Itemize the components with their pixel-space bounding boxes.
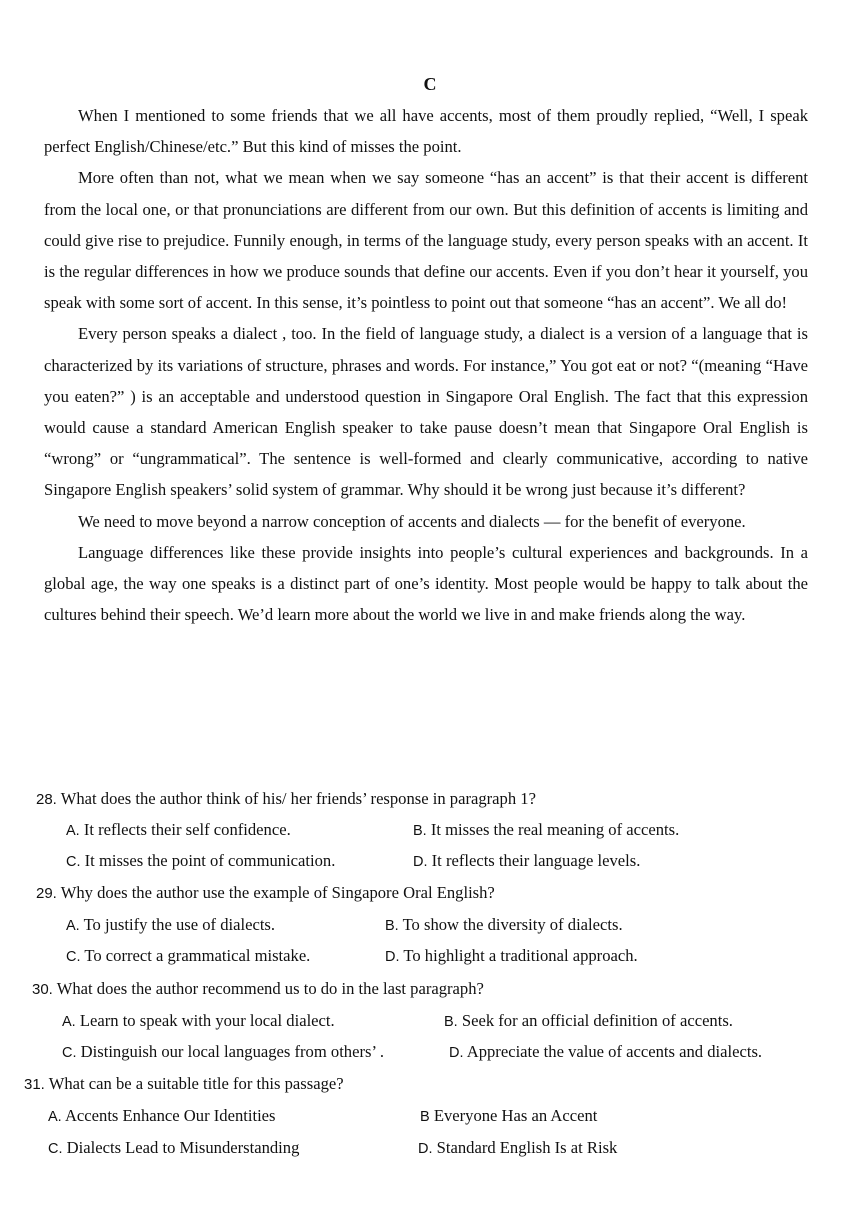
question-text: What does the author recommend us to do in the last paragraph?	[56, 979, 484, 998]
option-text: It reflects their self confidence.	[83, 820, 291, 839]
option-letter: A.	[62, 1014, 76, 1030]
option-letter: D.	[413, 854, 428, 870]
option-text: Seek for an official definition of accents.	[461, 1011, 733, 1030]
reading-passage	[44, 100, 808, 630]
option-text: To correct a grammatical mistake.	[84, 946, 311, 965]
option-letter: A.	[66, 918, 80, 934]
option-28-c[interactable]	[66, 851, 335, 871]
question-text: What does the author think of his/ her friends’ response in paragraph 1?	[60, 789, 536, 808]
option-30-c[interactable]	[62, 1042, 384, 1062]
option-28-b[interactable]	[413, 820, 679, 840]
option-31-b[interactable]	[420, 1106, 597, 1126]
paragraph-3: Every person speaks a dialect , too. In the field of language study, a dialect is a version of a language that is characterized by its variations of structure, phrases and words. For instance,” You got eat or not? “(meaning “Have you eaten?” ) is an acceptable and understood question in Singapore Oral English. The fact that this expression would cause a standard American English speaker to take pause doesn’t mean that Singapore Oral English is “wrong” or “ungrammatical”. The sentence is well-formed and clearly communicative, according to native Singapore English speakers’ solid system of grammar. Why should it be wrong just because it’s different?	[44, 324, 808, 500]
option-30-a[interactable]	[62, 1011, 335, 1031]
option-text: To highlight a traditional approach.	[403, 946, 638, 965]
option-text: It misses the real meaning of accents.	[430, 820, 680, 839]
question-text: Why does the author use the example of Singapore Oral English?	[60, 883, 495, 902]
question-number: 28.	[36, 791, 57, 808]
option-31-a[interactable]	[48, 1106, 276, 1126]
option-text: It reflects their language levels.	[431, 851, 641, 870]
option-letter: C.	[48, 1141, 63, 1157]
option-text: Everyone Has an Accent	[433, 1106, 598, 1125]
option-letter: A.	[66, 823, 80, 839]
option-30-d[interactable]	[449, 1042, 762, 1062]
option-letter: B.	[413, 823, 427, 839]
option-letter: B	[420, 1109, 430, 1125]
option-text: Accents Enhance Our Identities	[64, 1106, 276, 1125]
option-letter: B.	[385, 918, 399, 934]
option-letter: B.	[444, 1014, 458, 1030]
option-29-d[interactable]	[385, 946, 638, 966]
option-31-d[interactable]	[418, 1138, 617, 1158]
paragraph-2: More often than not, what we mean when we say someone “has an accent” is that their accent is different from the local one, or that pronunciations are different from our own. But this definition of accents is limiting and could give rise to prejudice. Funnily enough, in terms of the language study, every person speaks with an accent. It is the regular differences in how we produce sounds that define our accents. Even if you don’t hear it yourself, you speak with some sort of accent. In this sense, it’s pointless to point out that someone “has an accent”. We all do!	[44, 168, 808, 313]
option-text: To justify the use of dialects.	[83, 915, 276, 934]
paragraph-5: Language differences like these provide insights into people’s cultural experiences and backgrounds. In a global age, the way one speaks is a distinct part of one’s identity. Most people would be happy to talk about the cultures behind their speech. We’d learn more about the world we live in and make friends along the way.	[44, 542, 808, 625]
option-text: Appreciate the value of accents and dialects.	[466, 1042, 763, 1061]
option-30-b[interactable]	[444, 1011, 733, 1031]
option-text: Standard English Is at Risk	[436, 1138, 618, 1157]
option-letter: A.	[48, 1109, 62, 1125]
option-29-a[interactable]	[66, 915, 275, 935]
option-text: Learn to speak with your local dialect.	[79, 1011, 335, 1030]
option-text: Dialects Lead to Misunderstanding	[66, 1138, 300, 1157]
option-letter: C.	[66, 854, 81, 870]
option-28-d[interactable]	[413, 851, 640, 871]
question-number: 29.	[36, 885, 57, 902]
question-number: 30.	[32, 981, 53, 998]
question-28	[36, 789, 536, 809]
option-letter: D.	[418, 1141, 433, 1157]
option-29-c[interactable]	[66, 946, 310, 966]
option-31-c[interactable]	[48, 1138, 299, 1158]
question-29	[36, 883, 495, 903]
paragraph-1: When I mentioned to some friends that we all have accents, most of them proudly replied, “Well, I speak perfect English/Chinese/etc.” But this kind of misses the point.	[44, 106, 808, 157]
option-text: Distinguish our local languages from others’ .	[80, 1042, 385, 1061]
option-letter: D.	[385, 949, 400, 965]
question-31	[24, 1074, 344, 1094]
question-30	[32, 979, 484, 999]
option-letter: C.	[66, 949, 81, 965]
option-letter: C.	[62, 1045, 77, 1061]
option-29-b[interactable]	[385, 915, 623, 935]
option-letter: D.	[449, 1045, 464, 1061]
option-text: It misses the point of communication.	[84, 851, 336, 870]
section-heading: C	[423, 74, 437, 94]
question-text: What can be a suitable title for this passage?	[48, 1074, 344, 1093]
question-number: 31.	[24, 1076, 45, 1093]
option-text: To show the diversity of dialects.	[402, 915, 623, 934]
option-28-a[interactable]	[66, 820, 291, 840]
paragraph-4: We need to move beyond a narrow conception of accents and dialects — for the benefit of everyone.	[78, 511, 746, 531]
